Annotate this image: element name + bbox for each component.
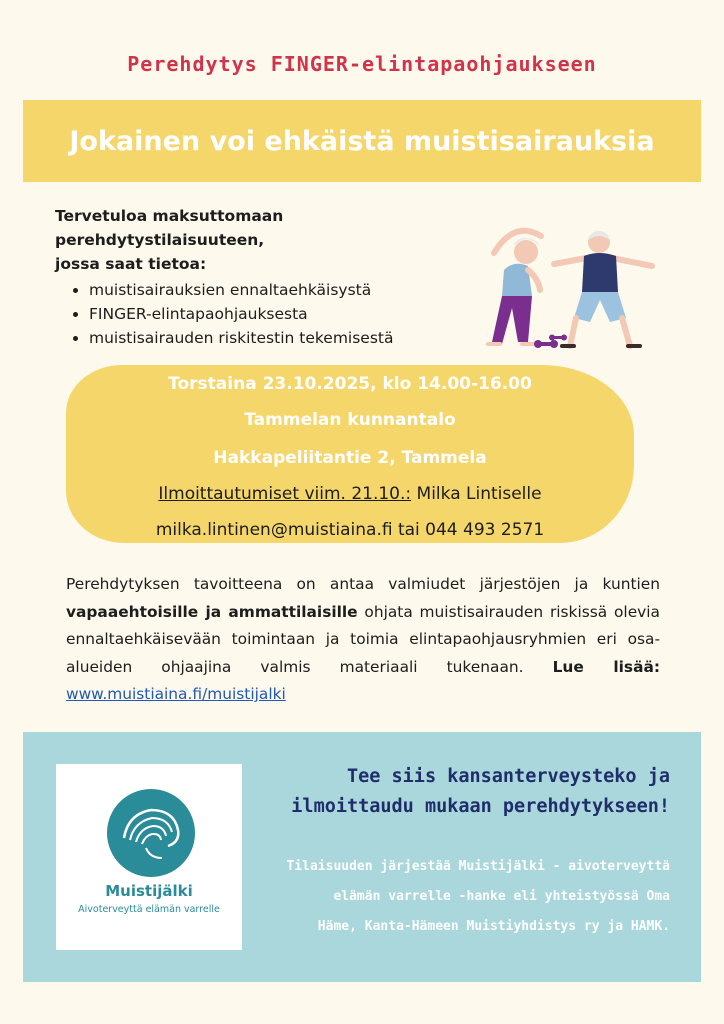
description-paragraph: [66, 571, 660, 709]
list-item: • muistisairauksien ennaltaehkäisystä: [89, 278, 475, 302]
welcome-intro: [55, 204, 475, 276]
description-part1: Perehdytyksen tavoitteena on antaa valmiudet järjestöjen ja kuntien: [66, 575, 660, 593]
event-contact: milka.lintinen@muistiaina.fi tai 044 493 2571: [155, 520, 545, 540]
muistijalki-logo-icon: [106, 788, 196, 878]
call-to-action: [256, 762, 670, 822]
logo-name: Muistijälki: [105, 882, 193, 900]
cta-line2: ilmoittaudu mukaan perehdytykseen!: [291, 796, 670, 817]
event-address: Hakkapeliitantie 2, Tammela: [213, 448, 487, 468]
welcome-intro-line2: jossa saat tietoa:: [55, 255, 207, 273]
organizer-line1: Tilaisuuden järjestää Muistijälki - aivoterveyttä: [286, 859, 670, 874]
registration-label: Ilmoittautumiset viim. 21.10.:: [158, 484, 412, 504]
welcome-section: [55, 204, 475, 350]
organizer-line3: Häme, Kanta-Hämeen Muistiyhdistys ry ja HAMK.: [317, 919, 670, 934]
top-title: Perehdytys FINGER-elintapaohjaukseen: [127, 52, 597, 76]
logo-tagline: Aivoterveyttä elämän varrelle: [78, 904, 220, 915]
topic-list: [55, 278, 475, 350]
event-datetime: Torstaina 23.10.2025, klo 14.00-16.00: [168, 374, 532, 394]
event-registration: [66, 484, 634, 504]
registration-name: Milka Lintiselle: [411, 484, 542, 504]
organizer-text: [256, 852, 670, 942]
woman-figure: [486, 231, 541, 346]
exercising-seniors-illustration: [466, 218, 666, 358]
headline: Jokainen voi ehkäistä muistisairauksia: [69, 125, 655, 157]
description-part2: ohjata muistisairauden riskissä olevia ennaltaehkäisevään toimintaan ja toimia elintapaohjausryhmien eri osa-alueiden ohjaajina valmis materiaali tukenaan.: [66, 602, 660, 676]
cta-line1: Tee siis kansanterveysteko ja: [346, 766, 670, 787]
headline-band: [23, 100, 701, 182]
list-item: • FINGER-elintapaohjauksesta: [89, 302, 475, 326]
description-bold1: vapaaehtoisille ja ammattilaisille: [66, 602, 358, 621]
read-more-label: Lue lisää:: [552, 657, 661, 676]
list-item: • muistisairauden riskitestin tekemisestä: [89, 326, 475, 350]
event-venue: Tammelan kunnantalo: [244, 410, 456, 430]
man-figure: [554, 231, 652, 348]
organizer-line2: elämän varrelle -hanke eli yhteistyössä Oma: [333, 889, 670, 904]
welcome-intro-line1: Tervetuloa maksuttomaan perehdytystilaisuuteen,: [55, 207, 284, 249]
read-more-link[interactable]: www.muistiaina.fi/muistijalki: [66, 685, 286, 703]
logo-box: [56, 764, 242, 950]
